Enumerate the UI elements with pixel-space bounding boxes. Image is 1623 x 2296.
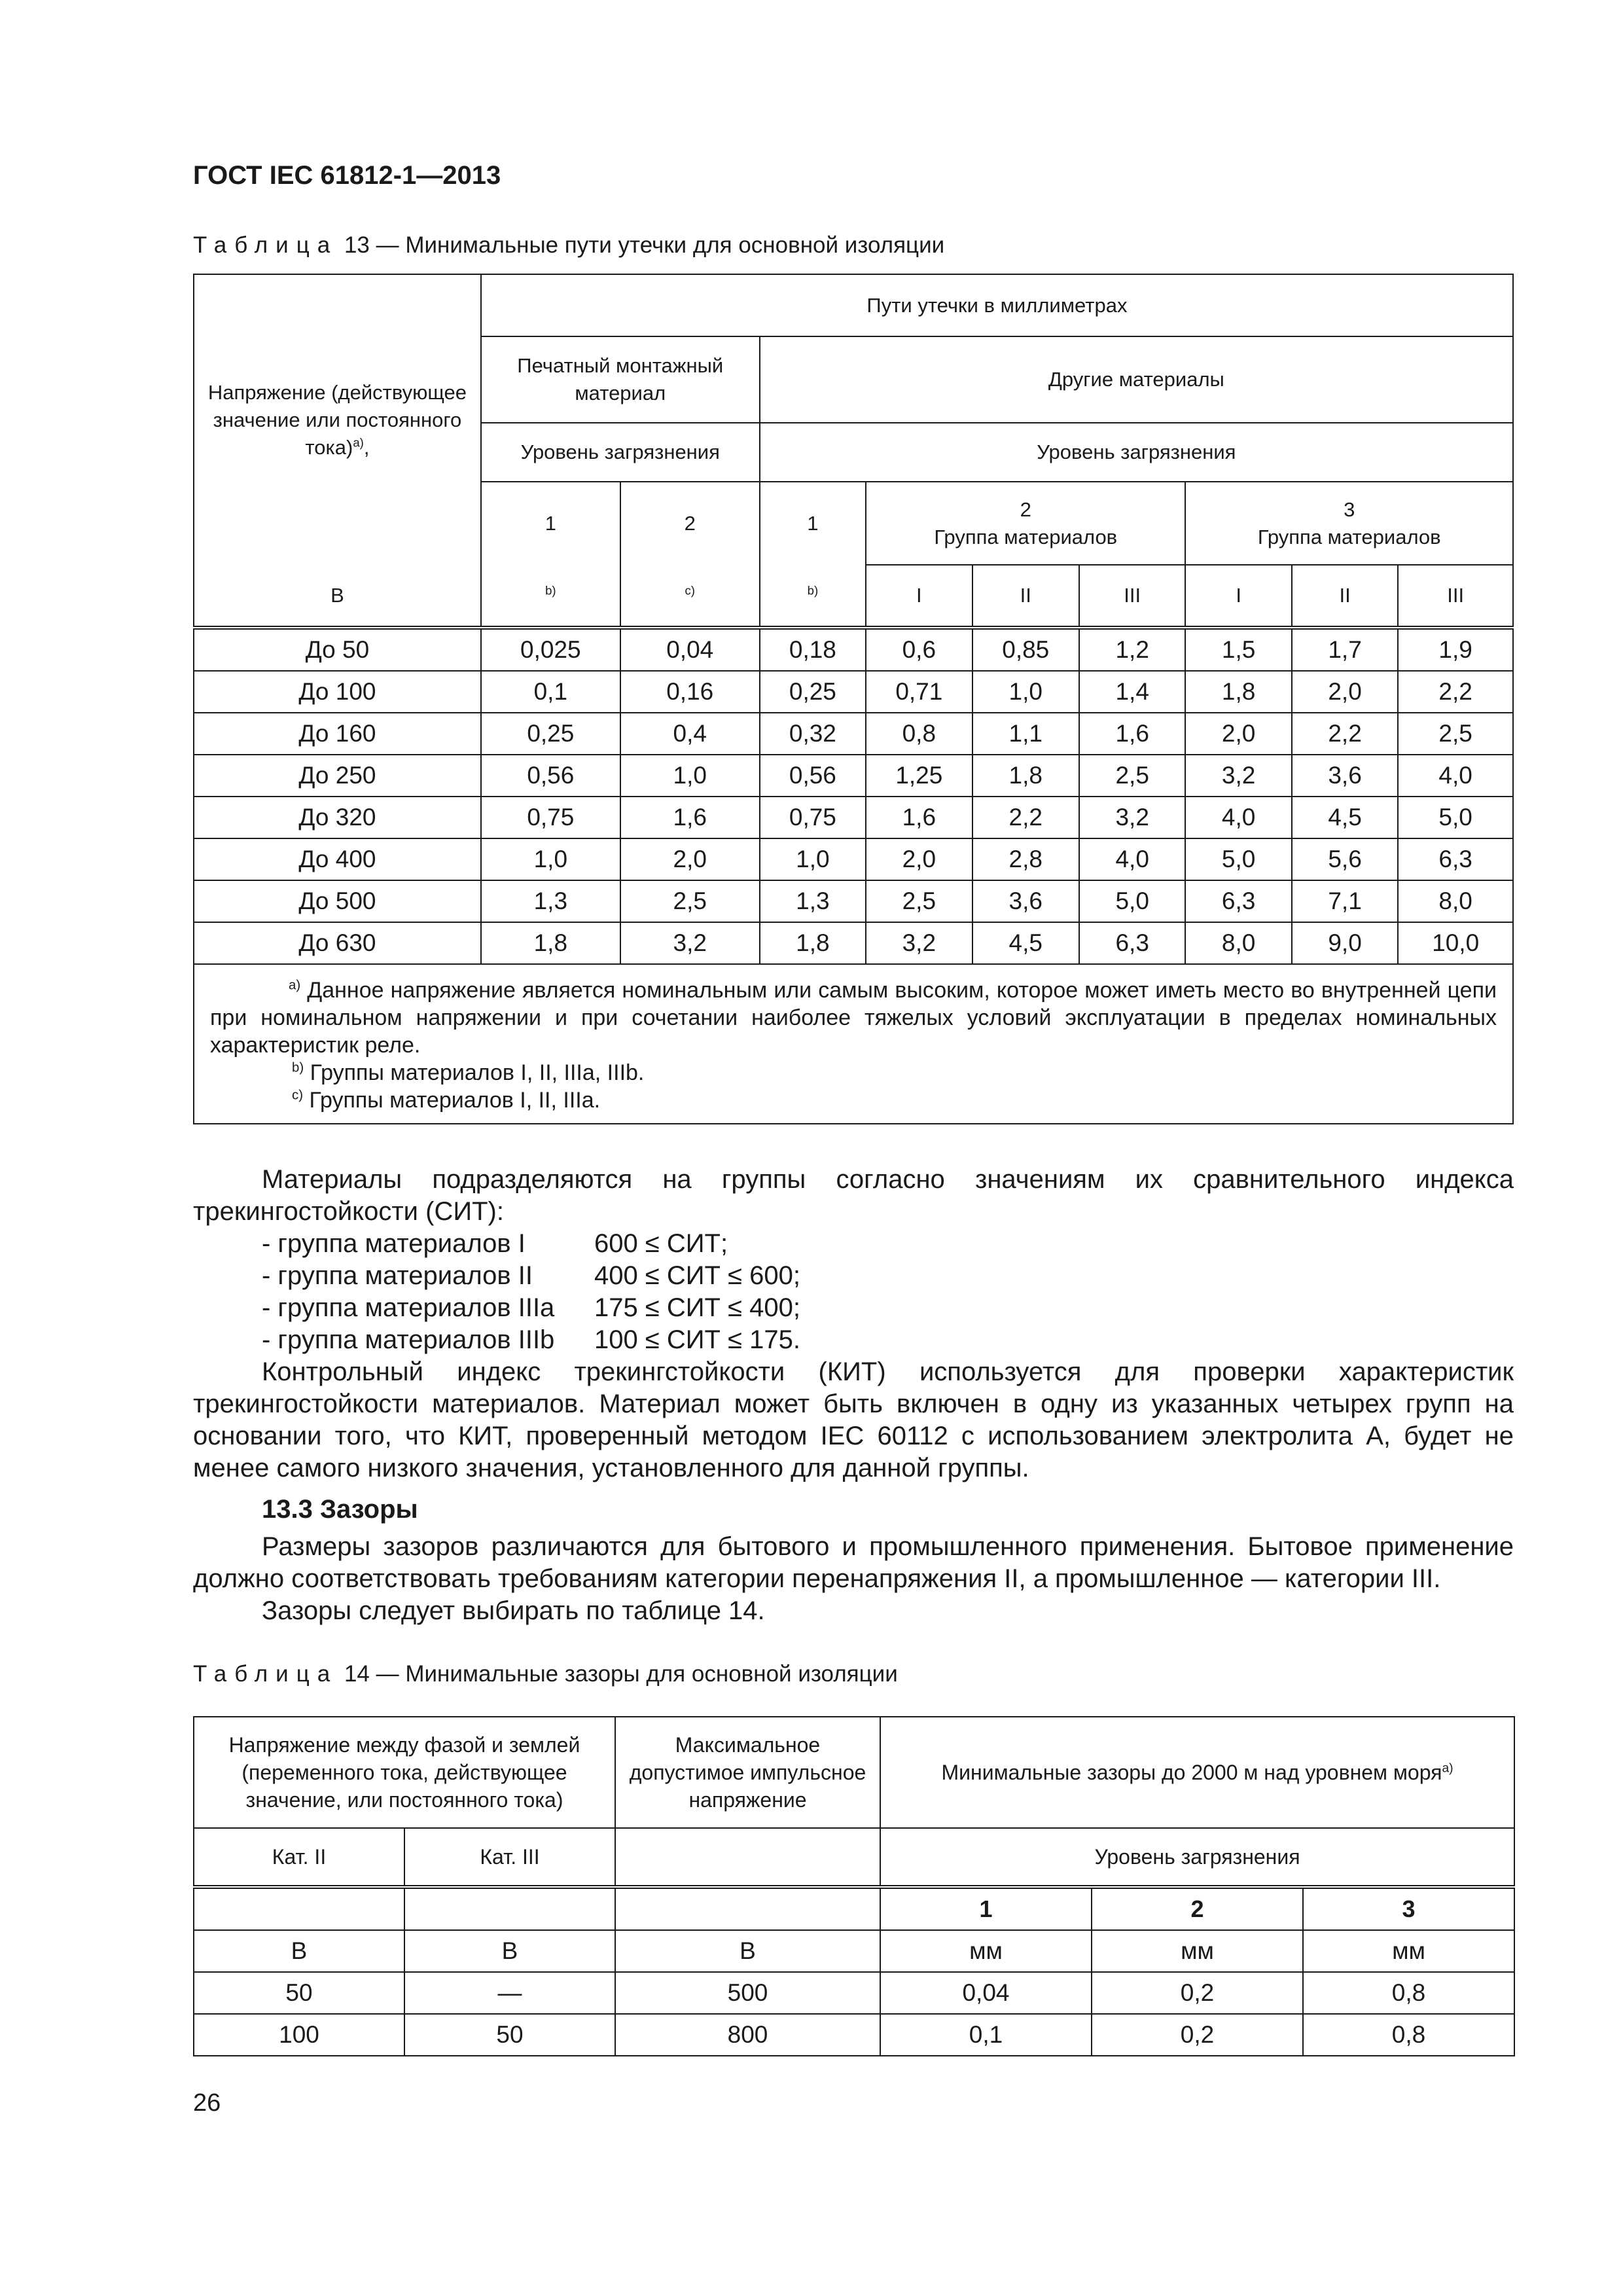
- creepage-value-cell: 1,6: [1079, 713, 1185, 755]
- voltage-cell: До 630: [194, 922, 481, 964]
- paragraph-cti-groups: Материалы подразделяются на группы согласно значениям их сравнительного индекса трекингостойкости (СИТ):: [193, 1165, 1514, 1226]
- creepage-value-cell: 1,6: [620, 797, 760, 838]
- creepage-value-cell: 1,8: [972, 755, 1079, 797]
- list-item: - группа материалов IIIb 100 ≤ СИТ ≤ 175.: [262, 1325, 801, 1354]
- creepage-value-cell: 9,0: [1292, 922, 1398, 964]
- creepage-value-cell: 2,2: [972, 797, 1079, 838]
- other-level-1: 1: [760, 482, 866, 565]
- creepage-value-cell: 0,25: [760, 671, 866, 713]
- other-materials-header: Другие материалы: [760, 336, 1513, 423]
- creepage-value-cell: 2,0: [866, 838, 972, 880]
- other-level-1-note: b): [760, 565, 866, 628]
- creepage-value-cell: 0,85: [972, 628, 1079, 671]
- empty-cell: [404, 1887, 615, 1930]
- paragraph-table-ref: Зазоры следует выбирать по таблице 14.: [262, 1596, 765, 1625]
- creepage-value-cell: 2,5: [1079, 755, 1185, 797]
- footnote-b: $^{b)}$ Группы материалов I, II, IIIa, IIIb.: [292, 1060, 645, 1085]
- creepage-value-cell: 0,1: [481, 671, 620, 713]
- creepage-value-cell: 3,6: [1292, 755, 1398, 797]
- creepage-value-cell: 3,6: [972, 880, 1079, 922]
- clearance-value-cell: 0,8: [1303, 1972, 1514, 2014]
- pcb-level-2-note: c): [620, 565, 760, 628]
- creepage-value-cell: 0,32: [760, 713, 866, 755]
- pcb-material-header: Печатный монтажный материал: [481, 336, 760, 423]
- creepage-value-cell: 1,0: [760, 838, 866, 880]
- pcb-pollution-label: Уровень загрязнения: [481, 423, 760, 482]
- impulse-voltage-header: Максимальное допустимое импульсное напряжение: [615, 1717, 880, 1828]
- list-item: - группа материалов IIIa 175 ≤ СИТ ≤ 400;: [262, 1293, 801, 1322]
- unit-cell: мм: [1092, 1930, 1303, 1972]
- group-label: I: [866, 565, 972, 628]
- pcb-level-1: 1: [481, 482, 620, 565]
- table-row: [194, 922, 1513, 964]
- paragraph-pti: Контрольный индекс трекингстойкости (КИТ) используется для проверки характеристик трекингостойкости материалов. Материал может быть включен в одну из указанных четырех групп на основании того, что КИТ, проверенный методом IEC 60112 с использованием электролита А, будет не менее самого низкого значения, установленного для данной группы.: [193, 1357, 1514, 1482]
- table-row: [194, 838, 1513, 880]
- footnote-a: $^{а)}$ Данное напряжение является номинальным или самым высоким, которое может иметь место во внутренней цепи при номинальном напряжении и при сочетании наиболее тяжелых условий эксплуатации в пределах номинальных характеристик реле.: [210, 978, 1497, 1058]
- unit-cell: В: [194, 1930, 404, 1972]
- creepage-value-cell: 2,5: [620, 880, 760, 922]
- creepage-value-cell: 10,0: [1398, 922, 1513, 964]
- body-text: [193, 1164, 1514, 1627]
- creepage-value-cell: 2,0: [620, 838, 760, 880]
- creepage-value-cell: 0,025: [481, 628, 620, 671]
- other-level-2-header: 2 Группа материалов: [866, 482, 1185, 565]
- voltage-phase-earth-header: Напряжение между фазой и землей (переменного тока, действующее значение, или постоянного тока): [194, 1717, 615, 1828]
- creepage-value-cell: 0,6: [866, 628, 972, 671]
- creepage-value-cell: 4,0: [1185, 797, 1291, 838]
- table-row: [194, 671, 1513, 713]
- table-13-caption: [193, 232, 944, 259]
- creepage-value-cell: 5,0: [1185, 838, 1291, 880]
- creepage-value-cell: 1,6: [866, 797, 972, 838]
- creepage-value-cell: 0,56: [481, 755, 620, 797]
- creepage-value-cell: 4,0: [1079, 838, 1185, 880]
- pollution-level: 3: [1303, 1887, 1514, 1930]
- creepage-value-cell: 1,3: [760, 880, 866, 922]
- section-heading: 13.3 Зазоры: [262, 1495, 418, 1524]
- empty-cell: [615, 1887, 880, 1930]
- creepage-value-cell: 6,3: [1079, 922, 1185, 964]
- creepage-value-cell: 1,2: [1079, 628, 1185, 671]
- creepage-value-cell: 1,3: [481, 880, 620, 922]
- page-number: 26: [193, 2089, 221, 2117]
- clearance-header: Минимальные зазоры до 2000 м над уровнем моря$^{а)}$: [880, 1717, 1514, 1828]
- creepage-value-cell: 6,3: [1398, 838, 1513, 880]
- creepage-value-cell: 0,8: [866, 713, 972, 755]
- creepage-value-cell: 1,1: [972, 713, 1079, 755]
- table-row: [194, 2014, 1514, 2056]
- creepage-value-cell: 3,2: [1185, 755, 1291, 797]
- group-label: II: [972, 565, 1079, 628]
- unit-cell: мм: [880, 1930, 1092, 1972]
- table-row: [194, 713, 1513, 755]
- unit-cell: В: [404, 1930, 615, 1972]
- unit-cell: В: [615, 1930, 880, 1972]
- creepage-value-cell: 8,0: [1185, 922, 1291, 964]
- creepage-value-cell: 2,8: [972, 838, 1079, 880]
- paragraph-clearances: Размеры зазоров различаются для бытового и промышленного применения. Бытовое применение должно соответствовать требованиям категории перенапряжения II, а промышленное — категории III.: [193, 1532, 1514, 1593]
- impulse-header-continued: [615, 1828, 880, 1887]
- creepage-value-cell: 6,3: [1185, 880, 1291, 922]
- creepage-value-cell: 1,8: [481, 922, 620, 964]
- other-pollution-label: Уровень загрязнения: [760, 423, 1513, 482]
- creepage-value-cell: 2,5: [1398, 713, 1513, 755]
- creepage-value-cell: 1,5: [1185, 628, 1291, 671]
- creepage-value-cell: 3,2: [620, 922, 760, 964]
- creepage-value-cell: 0,75: [481, 797, 620, 838]
- clearance-value-cell: —: [404, 1972, 615, 2014]
- clearance-value-cell: 50: [404, 2014, 615, 2056]
- creepage-value-cell: 8,0: [1398, 880, 1513, 922]
- table-row: [194, 880, 1513, 922]
- voltage-cell: До 160: [194, 713, 481, 755]
- pollution-level-label: Уровень загрязнения: [880, 1828, 1514, 1887]
- creepage-value-cell: 1,8: [760, 922, 866, 964]
- table-13-caption-word: Таблица: [193, 232, 338, 258]
- creepage-value-cell: 1,7: [1292, 628, 1398, 671]
- creepage-value-cell: 1,9: [1398, 628, 1513, 671]
- table-13-footnotes: [194, 964, 1513, 1124]
- clearance-value-cell: 0,8: [1303, 2014, 1514, 2056]
- creepage-value-cell: 1,0: [620, 755, 760, 797]
- table-13: [193, 274, 1514, 1124]
- creepage-value-cell: 5,0: [1398, 797, 1513, 838]
- voltage-unit: В: [194, 565, 481, 628]
- creepage-value-cell: 0,4: [620, 713, 760, 755]
- creepage-value-cell: 5,6: [1292, 838, 1398, 880]
- pollution-level: 1: [880, 1887, 1092, 1930]
- voltage-cell: До 250: [194, 755, 481, 797]
- creepage-value-cell: 5,0: [1079, 880, 1185, 922]
- clearance-value-cell: 0,1: [880, 2014, 1092, 2056]
- creepage-value-cell: 4,5: [1292, 797, 1398, 838]
- creepage-value-cell: 2,2: [1398, 671, 1513, 713]
- group-label: III: [1079, 565, 1185, 628]
- list-item: - группа материалов II 400 ≤ СИТ ≤ 600;: [262, 1261, 801, 1290]
- voltage-cell: До 320: [194, 797, 481, 838]
- group-label: I: [1185, 565, 1291, 628]
- category-2-header: Кат. II: [194, 1828, 404, 1887]
- creepage-title: Пути утечки в миллиметрах: [481, 274, 1513, 336]
- creepage-value-cell: 2,0: [1292, 671, 1398, 713]
- voltage-header: Напряжение (действующее значение или постоянного тока)$^{а)}$,: [194, 274, 481, 565]
- unit-cell: мм: [1303, 1930, 1514, 1972]
- footnote-c: $^{c)}$ Группы материалов I, II, IIIa.: [292, 1088, 601, 1113]
- clearance-value-cell: 50: [194, 1972, 404, 2014]
- clearance-value-cell: 800: [615, 2014, 880, 2056]
- creepage-value-cell: 0,04: [620, 628, 760, 671]
- table-14-caption-text: 14 — Минимальные зазоры для основной изоляции: [344, 1661, 898, 1687]
- table-row: [194, 797, 1513, 838]
- clearance-value-cell: 0,04: [880, 1972, 1092, 2014]
- creepage-value-cell: 1,4: [1079, 671, 1185, 713]
- creepage-value-cell: 1,0: [972, 671, 1079, 713]
- group-label: II: [1292, 565, 1398, 628]
- creepage-value-cell: 2,2: [1292, 713, 1398, 755]
- voltage-cell: До 500: [194, 880, 481, 922]
- table-row: [194, 628, 1513, 671]
- creepage-value-cell: 3,2: [866, 922, 972, 964]
- document-header: ГОСТ IEC 61812-1—2013: [193, 161, 501, 190]
- table-13-caption-text: 13 — Минимальные пути утечки для основной изоляции: [344, 232, 945, 258]
- clearance-value-cell: 100: [194, 2014, 404, 2056]
- table-14-caption-word: Таблица: [193, 1661, 338, 1687]
- creepage-value-cell: 3,2: [1079, 797, 1185, 838]
- table-14: [193, 1716, 1515, 2056]
- creepage-value-cell: 1,25: [866, 755, 972, 797]
- group-label: III: [1398, 565, 1513, 628]
- creepage-value-cell: 0,75: [760, 797, 866, 838]
- clearance-value-cell: 0,2: [1092, 1972, 1303, 2014]
- table-row: [194, 755, 1513, 797]
- creepage-value-cell: 4,0: [1398, 755, 1513, 797]
- creepage-value-cell: 2,0: [1185, 713, 1291, 755]
- voltage-cell: До 400: [194, 838, 481, 880]
- table-14-caption: [193, 1661, 898, 1687]
- table-row: [194, 1972, 1514, 2014]
- creepage-value-cell: 0,16: [620, 671, 760, 713]
- pollution-level: 2: [1092, 1887, 1303, 1930]
- creepage-value-cell: 2,5: [866, 880, 972, 922]
- clearance-value-cell: 500: [615, 1972, 880, 2014]
- pcb-level-2: 2: [620, 482, 760, 565]
- voltage-cell: До 50: [194, 628, 481, 671]
- empty-cell: [194, 1887, 404, 1930]
- creepage-value-cell: 0,25: [481, 713, 620, 755]
- creepage-value-cell: 0,71: [866, 671, 972, 713]
- creepage-value-cell: 0,56: [760, 755, 866, 797]
- other-level-3-header: 3 Группа материалов: [1185, 482, 1513, 565]
- voltage-cell: До 100: [194, 671, 481, 713]
- creepage-value-cell: 4,5: [972, 922, 1079, 964]
- list-item: - группа материалов I 600 ≤ СИТ;: [262, 1229, 728, 1258]
- clearance-value-cell: 0,2: [1092, 2014, 1303, 2056]
- pcb-level-1-note: b): [481, 565, 620, 628]
- creepage-value-cell: 0,18: [760, 628, 866, 671]
- category-3-header: Кат. III: [404, 1828, 615, 1887]
- creepage-value-cell: 1,0: [481, 838, 620, 880]
- creepage-value-cell: 7,1: [1292, 880, 1398, 922]
- creepage-value-cell: 1,8: [1185, 671, 1291, 713]
